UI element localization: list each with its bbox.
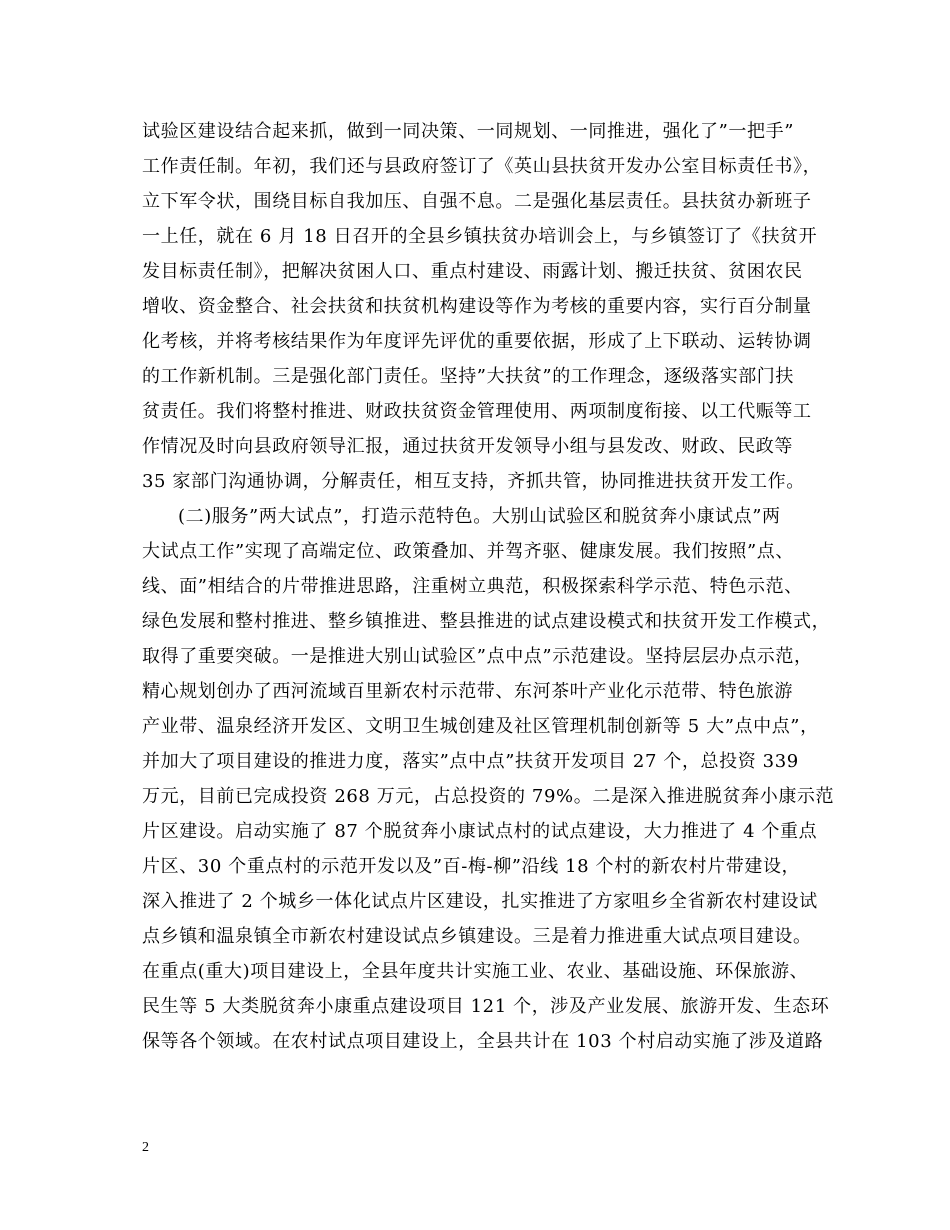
text-line: 大试点工作”实现了高端定位、政策叠加、并驾齐驱、健康发展。我们按照”点、 (142, 541, 795, 562)
text-line: 片区建设。启动实施了 87 个脱贫奔小康试点村的试点建设，大力推进了 4 个重点 (142, 821, 818, 842)
page-number: 2 (142, 1140, 149, 1155)
text-line: 并加大了项目建设的推进力度，落实”点中点”扶贫开发项目 27 个，总投资 339 (142, 751, 799, 772)
text-line: 片区、30 个重点村的示范开发以及”百-梅-柳”沿线 18 个村的新农村片带建设， (142, 856, 801, 877)
text-line: 深入推进了 2 个城乡一体化试点片区建设，扎实推进了方家咀乡全省新农村建设试 (142, 891, 818, 912)
text-line: 万元，目前已完成投资 268 万元，占总投资的 79%。二是深入推进脱贫奔小康示范 (142, 786, 835, 807)
text-line: 工作责任制。年初，我们还与县政府签订了《英山县扶贫开发办公室目标责任书》， (142, 156, 822, 177)
text-line: 发目标责任制》，把解决贫困人口、重点村建设、雨露计划、搬迁扶贫、贫困农民 (142, 261, 803, 282)
text-line: 精心规划创办了西河流域百里新农村示范带、东河茶叶产业化示范带、特色旅游 (142, 681, 793, 702)
text-line: 的工作新机制。三是强化部门责任。坚持”大扶贫”的工作理念，逐级落实部门扶 (142, 366, 795, 387)
text-line: 民生等 5 大类脱贫奔小康重点建设项目 121 个，涉及产业发展、旅游开发、生态环 (142, 996, 830, 1017)
text-line: 一上任，就在 6 月 18 日召开的全县乡镇扶贫办培训会上，与乡镇签订了《扶贫开 (142, 226, 818, 247)
text-line: 在重点(重大)项目建设上，全县年度共计实施工业、农业、基础设施、环保旅游、 (142, 961, 809, 982)
text-line: 贫责任。我们将整村推进、财政扶贫资金管理使用、两项制度衔接、以工代赈等工 (142, 401, 812, 422)
text-line: 35 家部门沟通协调，分解责任，相互支持，齐抓共管，协同推进扶贫开发工作。 (142, 471, 805, 492)
text-line: 试验区建设结合起来抓，做到一同决策、一同规划、一同推进，强化了”一把手” (142, 121, 795, 142)
text-line: 化考核，并将考核结果作为年度评先评优的重要依据，形成了上下联动、运转协调 (142, 331, 812, 352)
text-line: 绿色发展和整村推进、整乡镇推进、整县推进的试点建设模式和扶贫开发工作模式， (142, 611, 831, 632)
text-line: 产业带、温泉经济开发区、文明卫生城创建及社区管理机制创新等 5 大”点中点”， (142, 716, 819, 737)
paragraph-start-line: (二)服务”两大试点”，打造示范特色。大别山试验区和脱贫奔小康试点”两 (178, 506, 781, 527)
text-line: 点乡镇和温泉镇全市新农村建设试点乡镇建设。三是着力推进重大试点项目建设。 (142, 926, 812, 947)
body-text (142, 114, 835, 1059)
text-line: 取得了重要突破。一是推进大别山试验区”点中点”示范建设。坚持层层办点示范， (142, 646, 813, 667)
text-line: 立下军令状，围绕目标自我加压、自强不息。二是强化基层责任。县扶贫办新班子 (142, 191, 812, 212)
text-line: 作情况及时向县政府领导汇报，通过扶贫开发领导小组与县发改、财政、民政等 (142, 436, 793, 457)
text-line: 线、面”相结合的片带推进思路，注重树立典范，积极探索科学示范、特色示范、 (142, 576, 803, 597)
text-line: 保等各个领域。在农村试点项目建设上，全县共计在 103 个村启动实施了涉及道路 (142, 1031, 824, 1052)
text-line: 增收、资金整合、社会扶贫和扶贫机构建设等作为考核的重要内容，实行百分制量 (142, 296, 812, 317)
